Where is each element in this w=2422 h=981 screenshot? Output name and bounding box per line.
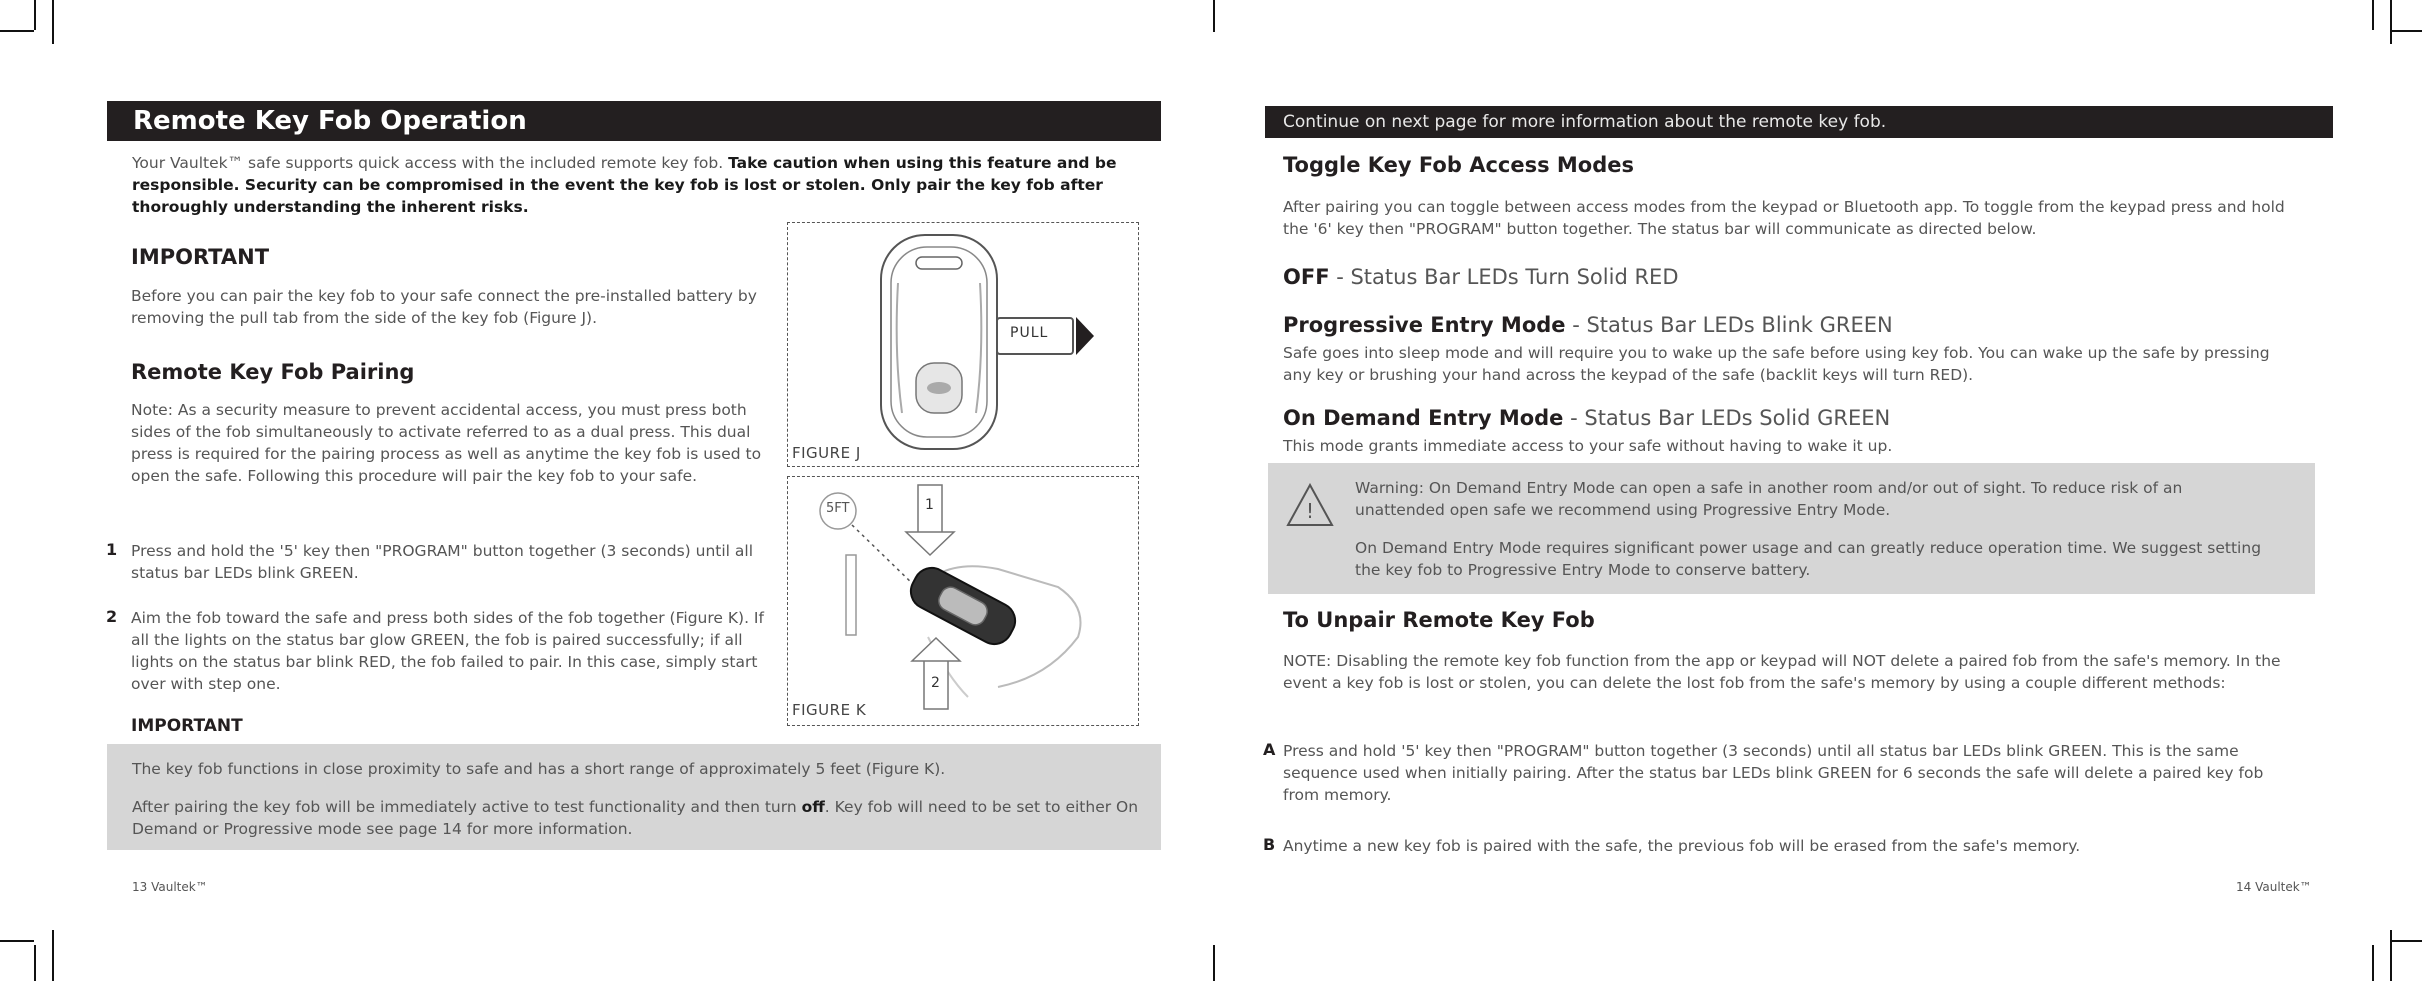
crop-mark [2372, 0, 2374, 30]
off-mode [1283, 265, 1679, 289]
warning-box [1268, 463, 2315, 594]
step-text: Aim the fob toward the safe and press both sides of the fob together (Figure K). If all the lights on the status bar glow GREEN, the fob is paired successfully; if all lights on the status bar blink RED, the fob failed to pair. In this case, simply start over with step one. [131, 609, 764, 693]
method-text: Press and hold '5' key then "PROGRAM" button together (3 seconds) until all status bar LEDs blink GREEN. This is the same sequence used when initially pairing. After the status bar LEDs blink GREEN for 6 seconds the safe will delete a paired key fob from memory. [1283, 742, 2264, 804]
left-page-number: 13 Vaultek™ [132, 880, 208, 894]
range-info-text: . Key fob will need to be set to either On Demand or Progressive mode see page 14 for more information. [132, 798, 1139, 838]
off-mode-name: OFF [1283, 265, 1330, 289]
important-heading: IMPORTANT [131, 245, 270, 269]
safe-edge [846, 555, 856, 635]
important-text: Before you can pair the key fob to your safe connect the pre-installed battery by removing the pull tab from the side of the key fob (Figure J). [131, 287, 757, 327]
method-text: Anytime a new key fob is paired with the safe, the previous fob will be erased from the safe's memory. [1283, 837, 2081, 855]
press-arrow-top [906, 532, 954, 555]
range-5ft-label: 5FT [826, 501, 850, 516]
crop-mark [0, 940, 34, 942]
crop-mark [2390, 0, 2392, 44]
press-2-label: 2 [931, 675, 940, 691]
ondemand-mode-name: On Demand Entry Mode [1283, 406, 1564, 430]
crop-mark [2372, 945, 2374, 981]
crop-mark [34, 0, 36, 30]
right-page-number: 14 Vaultek™ [2236, 880, 2312, 894]
crop-mark [2390, 940, 2422, 942]
pairing-heading: Remote Key Fob Pairing [131, 360, 415, 384]
press-arrow-bottom [912, 638, 960, 661]
unpair-note: NOTE: Disabling the remote key fob function from the app or keypad will NOT delete a paired fob from the safe's memory. In the event a key fob is lost or stolen, you can delete the lost fob from the safe's memory by using a couple different methods: [1283, 652, 2281, 692]
method-letter: A [1263, 740, 1276, 759]
key-fob-logo [927, 382, 951, 394]
left-title-bar [107, 101, 1161, 141]
pull-arrow-icon [1076, 317, 1094, 355]
range-info-line1: The key fob functions in close proximity to safe and has a short range of approximately 5 feet (Figure K). [132, 760, 946, 778]
intro-text: Your Vaultek™ safe supports quick access with the included remote key fob. [132, 154, 729, 172]
toggle-heading: Toggle Key Fob Access Modes [1283, 153, 1634, 177]
warning-symbol: ! [1306, 499, 1315, 523]
step-number: 2 [106, 607, 118, 626]
crop-mark [1213, 945, 1215, 981]
crop-mark [52, 0, 54, 44]
key-fob-illustration [788, 223, 1138, 466]
crop-mark [52, 930, 54, 981]
ondemand-mode [1283, 406, 1890, 430]
range-dotted-line [852, 525, 916, 587]
range-info-box [107, 744, 1161, 850]
press-1-label: 1 [925, 497, 934, 513]
method-letter: B [1263, 835, 1276, 854]
range-info-text: After pairing the key fob will be immediately active to test functionality and then turn [132, 798, 802, 816]
range-info-off: off [801, 798, 825, 816]
figure-k-label: FIGURE K [792, 701, 867, 719]
ondemand-text: This mode grants immediate access to your safe without having to wake it up. [1283, 437, 1893, 455]
progressive-mode [1283, 313, 1893, 337]
off-mode-desc: - Status Bar LEDs Turn Solid RED [1329, 265, 1679, 289]
important2-heading: IMPORTANT [131, 716, 243, 736]
figure-j-label: FIGURE J [792, 444, 861, 462]
page-title: Remote Key Fob Operation [133, 106, 527, 136]
figure-j-box [787, 222, 1139, 467]
ondemand-mode-desc: - Status Bar LEDs Solid GREEN [1563, 406, 1891, 430]
key-fob-slot [916, 257, 962, 269]
toggle-text: After pairing you can toggle between access modes from the keypad or Bluetooth app. To toggle from the keypad press and hold the '6' key then "PROGRAM" button together. The status bar will communicate as directed below. [1283, 198, 2285, 238]
crop-mark [0, 30, 34, 32]
step-number: 1 [106, 540, 118, 559]
range-info-line2 [132, 796, 1142, 840]
crop-mark [1213, 0, 1215, 32]
figure-k-box [787, 476, 1139, 726]
step-text: Press and hold the '5' key then "PROGRAM" button together (3 seconds) until all status bar LEDs blink GREEN. [131, 542, 754, 582]
unpair-heading: To Unpair Remote Key Fob [1283, 608, 1595, 632]
pull-tab-label: PULL [1010, 325, 1049, 341]
crop-mark [2390, 30, 2422, 32]
continue-note-bar: Continue on next page for more information about the remote key fob. [1265, 106, 2333, 138]
intro-paragraph [132, 152, 1142, 218]
warning-text-2: On Demand Entry Mode requires significant power usage and can greatly reduce operation time. We suggest setting the key fob to Progressive Entry Mode to conserve battery. [1355, 539, 2262, 579]
progressive-mode-desc: - Status Bar LEDs Blink GREEN [1565, 313, 1893, 337]
warning-text-1: Warning: On Demand Entry Mode can open a safe in another room and/or out of sight. To reduce risk of an unattended open safe we recommend using Progressive Entry Mode. [1355, 479, 2183, 519]
crop-mark [34, 945, 36, 981]
progressive-mode-name: Progressive Entry Mode [1283, 313, 1566, 337]
progressive-text: Safe goes into sleep mode and will require you to wake up the safe before using key fob. You can wake up the safe by pressing any key or brushing your hand across the keypad of the safe (backlit keys will turn RED). [1283, 344, 2270, 384]
crop-mark [2390, 930, 2392, 981]
pairing-note: Note: As a security measure to prevent accidental access, you must press both sides of the fob simultaneously to activate referred to as a dual press. This dual press is required for the pairing process as well as anytime the key fob is used to open the safe. Following this procedure will pair the key fob to your safe. [131, 401, 762, 485]
intro-warning: Take caution when using this feature and be responsible. Security can be compromised in the event the key fob is lost or stolen. Only pair the key fob after thoroughly understanding the inherent risks. [132, 154, 1117, 216]
